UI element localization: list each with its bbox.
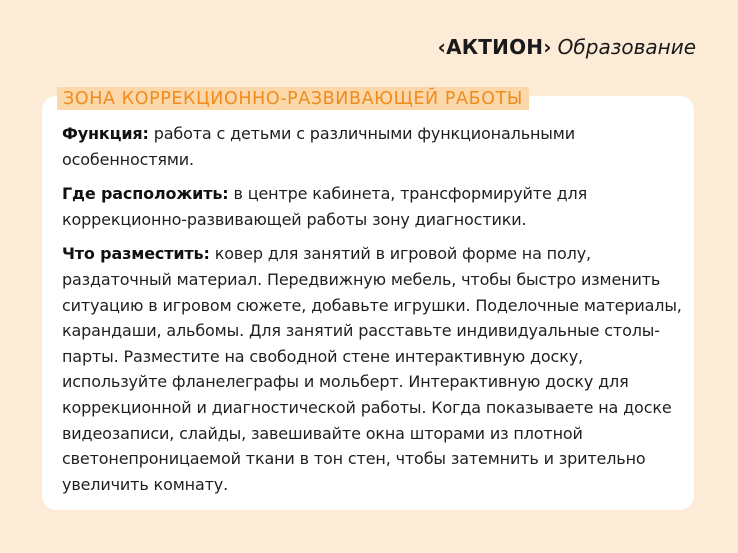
paragraph-location — [62, 181, 682, 232]
paragraph-function — [62, 121, 682, 172]
paragraph-label: Где расположить: — [62, 184, 229, 204]
brand-mark: ‹АКТИОН› — [437, 35, 552, 59]
paragraph-text: в центре кабинета, трансформируйте для коррекционно-развивающей работы зону диагностики. — [62, 184, 588, 229]
paragraph-text: ковер для занятий в игровой форме на полу, раздаточный материал. Передвижную мебель, чтобы быстро изменить ситуацию в игровом сюжете, добавьте игрушки. Поделочные материалы, карандаши, альбомы. Для занятий расставьте индивидуальные столы-парты. Разместите на свободной стене интерактивную доску, используйте фланелеграфы и мольберт. Интерактивную доску для коррекционной и диагностической работы. Когда показываете на доске видеозаписи, слайды, завешивайте окна шторами из плотной светонепроницаемой ткани в тон стен, чтобы затемнить и зрительно увеличить комнату. — [62, 244, 682, 494]
brand-logo — [438, 37, 696, 57]
brand-subtitle: Образование — [557, 35, 696, 59]
paragraph-label: Функция: — [62, 124, 149, 143]
section-heading: ЗОНА КОРРЕКЦИОННО-РАЗВИВАЮЩЕЙ РАБОТЫ — [57, 87, 529, 110]
paragraph-label: Что разместить: — [62, 244, 210, 264]
paragraph-text: работа с детьми с различными функциональными особенностями. — [62, 124, 575, 169]
content-body — [62, 121, 682, 506]
paragraph-contents — [62, 241, 682, 497]
